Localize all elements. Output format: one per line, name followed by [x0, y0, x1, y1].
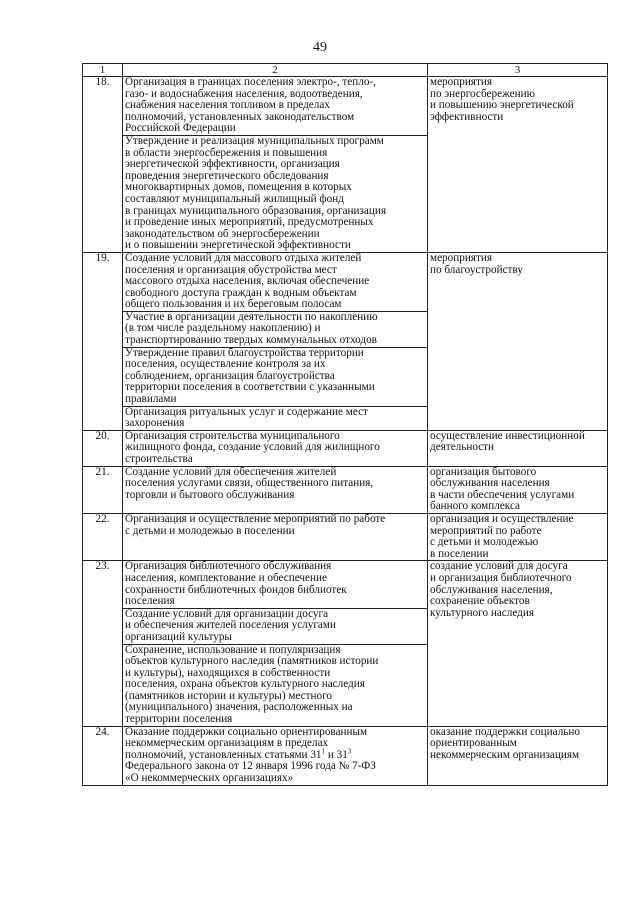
row-activity: организация и осуществление мероприятий по работе с детьми и молодежью в поселении [428, 513, 608, 560]
row-item: Организация и осуществление мероприятий по работе с детьми и молодежью в поселении [123, 513, 428, 560]
table-row [83, 561, 608, 608]
row-activity: оказание поддержки социально ориентированным некоммерческим организациям [428, 726, 608, 785]
table-row [83, 466, 608, 513]
row-item: Участие в организации деятельности по накоплению (в том числе раздельному накоплению) и транспортированию твердых коммунальных отходов [123, 311, 428, 347]
row-activity: организация бытового обслуживания населения в части обеспечения услугами банного комплекса [428, 466, 608, 513]
row-item: Создание условий для обеспечения жителей поселения услугами связи, общественного питания, торговли и бытового обслуживания [123, 466, 428, 513]
table-row [83, 726, 608, 785]
row-item-text: Оказание поддержки социально ориентированным некоммерческим организациям в пределах полномочий, установленных статьями 31 [125, 725, 368, 761]
row-item: Организация библиотечного обслуживания населения, комплектование и обеспечение сохранности библиотечных фондов библиотек поселения [123, 561, 428, 608]
superscript: 1 [321, 747, 326, 756]
row-item: Организация ритуальных услуг и содержание мест захоронения [123, 406, 428, 430]
row-item [123, 726, 428, 785]
page-number: 49 [313, 40, 327, 55]
row-item: Создание условий для массового отдыха жителей поселения и организация обустройства мест массового отдыха населения, включая обеспечение свободного доступа граждан к водным объектам общего пользования и их береговым полосам [123, 252, 428, 311]
row-number: 23. [83, 561, 123, 726]
row-item: Утверждение и реализация муниципальных программ в области энергосбережения и повышения энергетической эффективности, организация проведения энергетического обследования многоквартирных домов, помещения в которых составляют муниципальный жилищный фонд в границах муниципального образования, организация и проведение иных мероприятий, предусмотренных законодательством об энергосбережении и о повышении энергетической эффективности [123, 135, 428, 252]
row-activity: осуществление инвестиционной деятельности [428, 430, 608, 466]
row-activity: создание условий для досуга и организация библиотечного обслуживания населения, сохранение объектов культурного наследия [428, 561, 608, 726]
row-item: Утверждение правил благоустройства территории поселения, осуществление контроля за их соблюдением, организация благоустройства территории поселения в соответствии с указанными правилами [123, 347, 428, 406]
row-item-text: и 31 [325, 748, 348, 761]
row-item: Организация в границах поселения электро-, тепло-, газо- и водоснабжения населения, водоотведения, снабжения населения топливом в пределах полномочий, установленных законодательством Российской Федерации [123, 77, 428, 136]
table-row [83, 77, 608, 136]
table-row [83, 513, 608, 560]
row-item: Сохранение, использование и популяризация объектов культурного наследия (памятников истории и культуры), находящихся в собственности поселения, охрана объектов культурного наследия (памятников истории и культуры) местного (муниципального) значения, расположенных на территории поселения [123, 644, 428, 726]
functions-table [82, 63, 608, 786]
row-number: 24. [83, 726, 123, 785]
row-item-text: Федерального закона от 12 января 1996 года № 7-ФЗ «О некоммерческих организациях» [125, 760, 376, 785]
column-header: 1 [83, 64, 123, 77]
table-header-row [83, 64, 608, 77]
table-row [83, 252, 608, 311]
row-activity: мероприятия по благоустройству [428, 252, 608, 430]
row-activity: мероприятия по энергосбережению и повышению энергетической эффективности [428, 77, 608, 253]
row-number: 19. [83, 252, 123, 430]
superscript: 3 [347, 747, 352, 756]
row-item: Организация строительства муниципального жилищного фонда, создание условий для жилищного строительства [123, 430, 428, 466]
table-row [83, 430, 608, 466]
row-number: 20. [83, 430, 123, 466]
row-number: 21. [83, 466, 123, 513]
column-header: 3 [428, 64, 608, 77]
column-header: 2 [123, 64, 428, 77]
row-number: 18. [83, 77, 123, 253]
row-item: Создание условий для организации досуга и обеспечения жителей поселения услугами организаций культуры [123, 608, 428, 644]
row-number: 22. [83, 513, 123, 560]
